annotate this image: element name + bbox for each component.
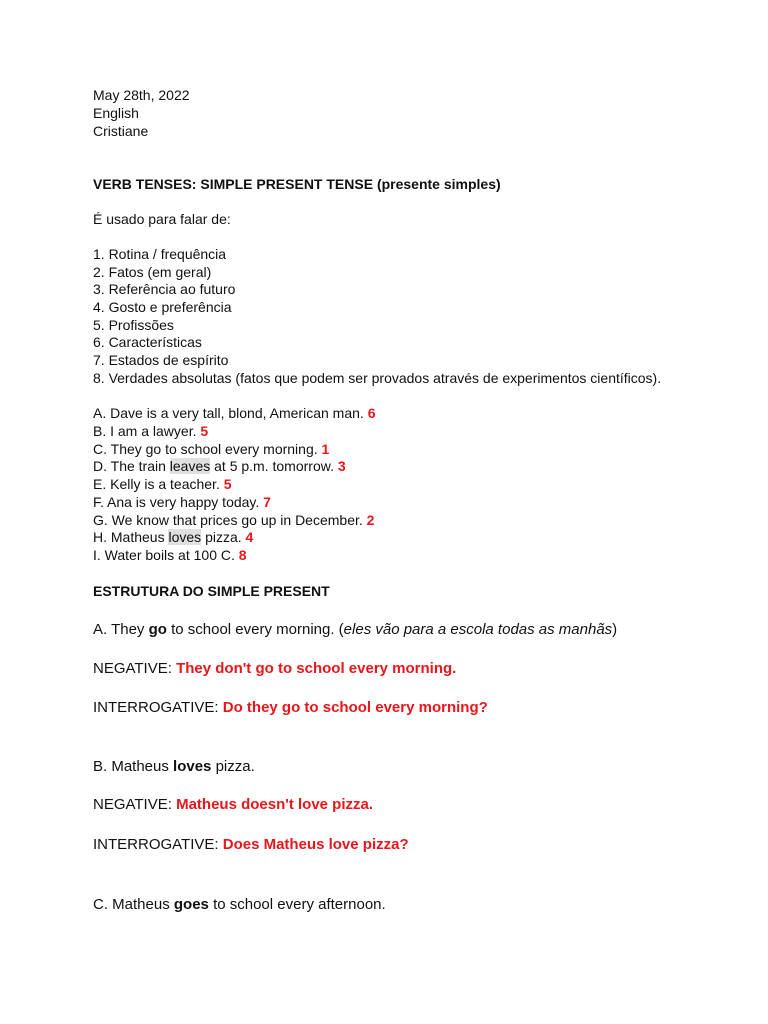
example-line [93, 493, 271, 511]
sentence-end: to school every morning. ( [171, 621, 344, 638]
example-sentence: C. They go to school every morning. [93, 441, 318, 457]
structure-example-b [93, 757, 255, 777]
example-answer: 6 [367, 405, 376, 421]
example-line [93, 404, 375, 422]
example-sentence: E. Kelly is a teacher. [93, 476, 220, 492]
example-sentence: I. Water boils at 100 C. [93, 547, 235, 563]
example-answer: 3 [337, 458, 346, 474]
use-item: 2. Fatos (em geral) [93, 264, 212, 280]
highlighted-verb: leaves [169, 458, 211, 474]
verb-bold: goes [173, 896, 209, 913]
use-item: 3. Referência ao futuro [93, 281, 236, 297]
highlighted-verb: loves [168, 529, 202, 545]
negative-line [93, 795, 373, 815]
example-sentence: D. The train [93, 458, 166, 474]
use-item: 1. Rotina / frequência [93, 246, 227, 262]
example-answer: 5 [200, 423, 209, 439]
interrogative-line [93, 835, 409, 855]
translation: eles vão para a escola todas as manhãs [343, 621, 613, 638]
verb-bold: loves [173, 758, 212, 775]
example-answer: 5 [223, 476, 232, 492]
example-sentence: H. Matheus [93, 529, 165, 545]
use-item: 7. Estados de espírito [93, 352, 229, 368]
use-item: 4. Gosto e preferência [93, 299, 232, 315]
document-title: VERB TENSES: SIMPLE PRESENT TENSE (presente simples) [93, 176, 501, 192]
example-line [93, 528, 253, 546]
use-item: 5. Profissões [93, 317, 174, 333]
negative-sentence: Matheus doesn't love pizza. [176, 796, 374, 813]
sentence-start: C. Matheus [93, 896, 170, 913]
example-answer: 7 [263, 494, 271, 510]
structure-example-a [93, 620, 617, 640]
interrogative-sentence: Do they go to school every morning? [222, 699, 488, 716]
date-line: May 28th, 2022 [93, 87, 190, 103]
example-line [93, 457, 346, 475]
example-answer: 2 [366, 512, 375, 528]
negative-label: NEGATIVE: [93, 796, 172, 813]
intro-text: É usado para falar de: [93, 211, 231, 227]
structure-example-c [93, 895, 386, 915]
negative-line [93, 659, 456, 679]
example-line [93, 546, 247, 564]
structure-title: ESTRUTURA DO SIMPLE PRESENT [93, 583, 330, 599]
example-answer: 4 [245, 529, 254, 545]
sentence-start: A. They [93, 621, 145, 638]
example-sentence: A. Dave is a very tall, blond, American man. [93, 405, 364, 421]
example-sentence: B. I am a lawyer. [93, 423, 197, 439]
name-line: Cristiane [93, 123, 149, 139]
example-sentence-end: at 5 p.m. tomorrow. [214, 458, 334, 474]
example-line [93, 440, 329, 458]
sentence-end: pizza. [215, 758, 255, 775]
subject-line: English [93, 105, 139, 121]
example-sentence: G. We know that prices go up in December. [93, 512, 363, 528]
use-item: 6. Características [93, 334, 202, 350]
example-answer: 1 [321, 441, 330, 457]
interrogative-line [93, 698, 488, 718]
verb-bold: go [148, 621, 167, 638]
example-line [93, 511, 374, 529]
interrogative-sentence: Does Matheus love pizza? [222, 836, 409, 853]
example-line [93, 475, 232, 493]
closing-paren: ) [612, 621, 618, 638]
use-item: 8. Verdades absolutas (fatos que podem ser provados através de experimentos científicos). [93, 370, 662, 386]
negative-label: NEGATIVE: [93, 660, 172, 677]
negative-sentence: They don't go to school every morning. [176, 660, 457, 677]
example-answer: 8 [238, 547, 247, 563]
sentence-start: B. Matheus [93, 758, 169, 775]
example-sentence-end: pizza. [205, 529, 242, 545]
interrogative-label: INTERROGATIVE: [93, 699, 219, 716]
example-sentence: F. Ana is very happy today. [93, 494, 260, 510]
interrogative-label: INTERROGATIVE: [93, 836, 219, 853]
example-line [93, 422, 208, 440]
sentence-end: to school every afternoon. [213, 896, 386, 913]
